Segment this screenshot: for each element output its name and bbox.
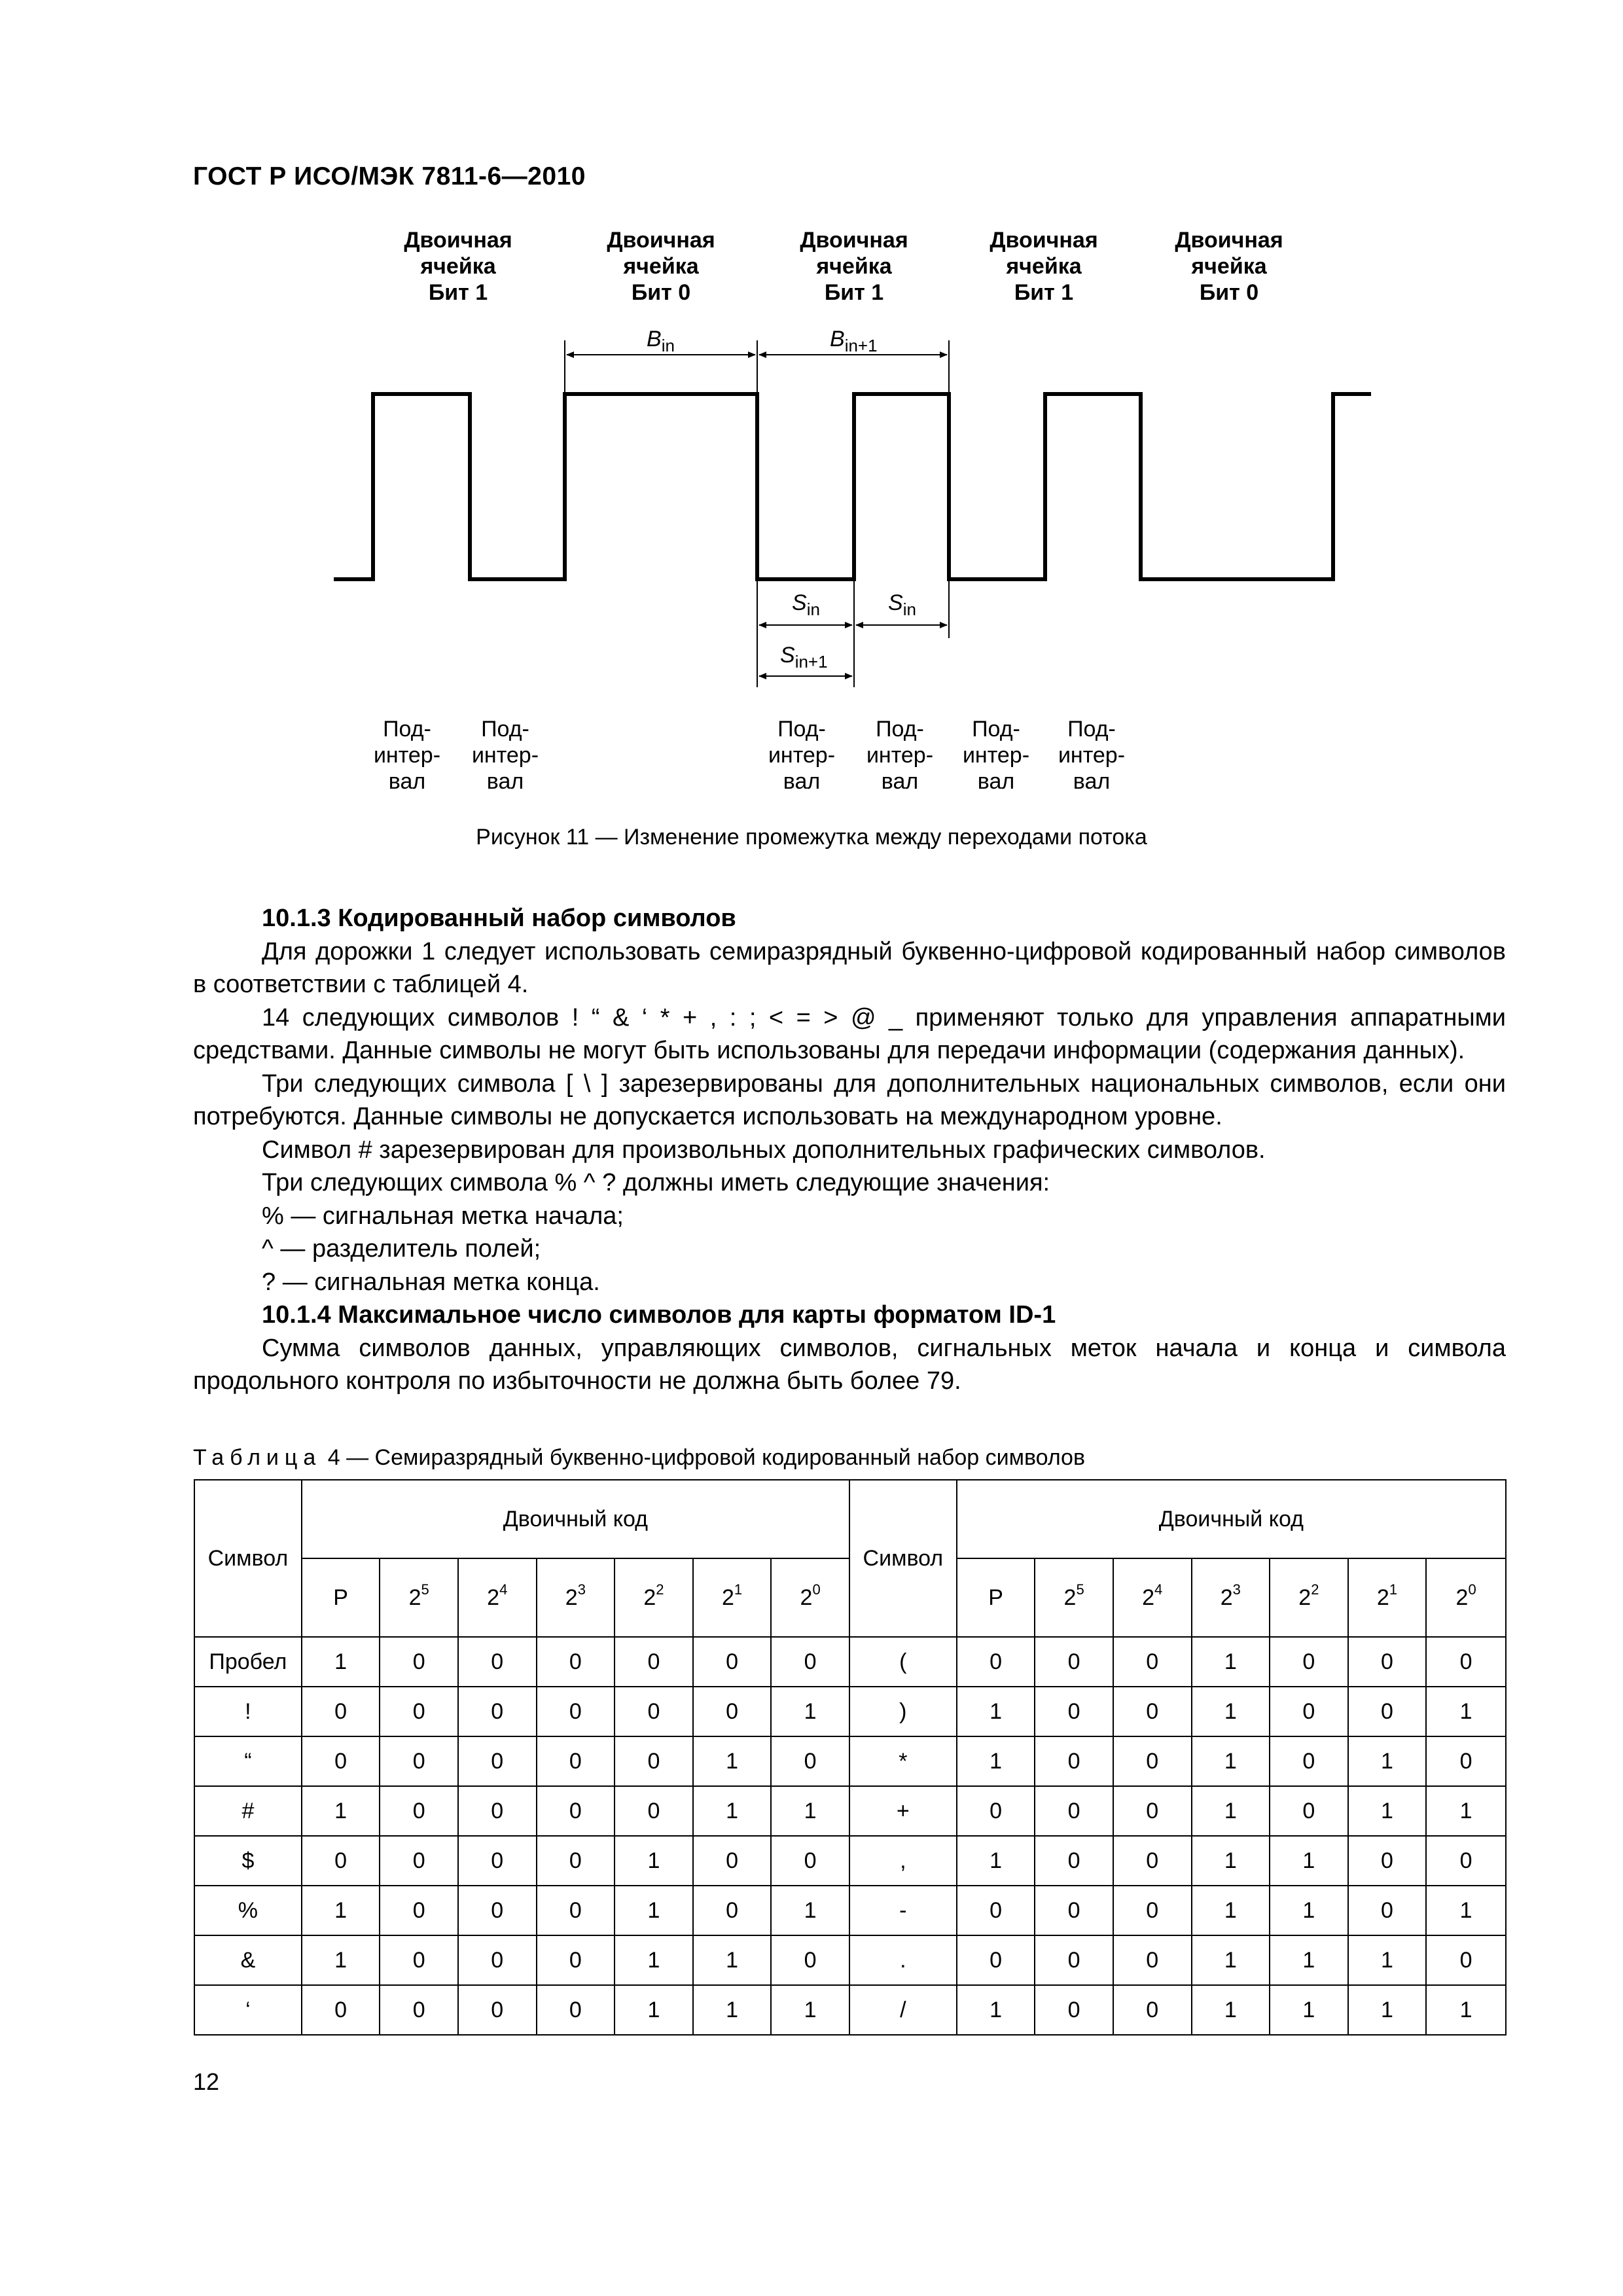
bit-cell: 0: [1426, 1637, 1506, 1687]
bit-cell: 1: [693, 1736, 772, 1786]
bit-cell: 1: [1192, 1786, 1270, 1836]
bit-cell: 0: [458, 1886, 537, 1935]
bit-cell: 1: [1348, 1985, 1427, 2035]
bit-header: $2^1$: [693, 1558, 772, 1637]
figure-caption: Рисунок 11 — Изменение промежутка между переходами потока: [476, 825, 1147, 850]
symbol-cell: .: [849, 1935, 957, 1985]
paragraph: % — сигнальная метка начала;: [262, 1202, 624, 1230]
paragraph: Символ # зарезервирован для произвольных дополнительных графических символов.: [262, 1136, 1266, 1164]
cell-label-5: Двоичная ячейка Бит 0: [1175, 228, 1283, 305]
bit-cell: 0: [1035, 1786, 1113, 1836]
body-text: [193, 902, 1506, 1398]
bit-cell: 1: [302, 1886, 380, 1935]
symbol-cell: $: [194, 1836, 302, 1886]
bit-cell: 0: [1113, 1836, 1192, 1886]
symbol-cell: ‘: [194, 1985, 302, 2035]
section-heading-10-1-4: 10.1.4 Максимальное число символов для карты форматом ID-1: [262, 1301, 1056, 1329]
subinterval-label-6: Под-интер-вал: [1058, 717, 1126, 794]
bit-cell: 0: [693, 1836, 772, 1886]
s-in-label-1: $S_{in}$: [792, 590, 820, 619]
subinterval-label-1: Под-интер-вал: [373, 717, 441, 794]
bit-cell: 0: [1348, 1687, 1427, 1736]
bit-cell: 1: [957, 1836, 1035, 1886]
bit-cell: 0: [537, 1935, 615, 1985]
bit-cell: 0: [615, 1637, 693, 1687]
bit-cell: 0: [1113, 1886, 1192, 1935]
bit-cell: 1: [302, 1637, 380, 1687]
bit-cell: 0: [380, 1886, 458, 1935]
bit-cell: 0: [1035, 1687, 1113, 1736]
symbol-cell: ,: [849, 1836, 957, 1886]
bit-header: $2^0$: [771, 1558, 849, 1637]
bit-cell: 0: [1113, 1687, 1192, 1736]
flux-transition-figure: [0, 0, 1623, 877]
bit-cell: 0: [1348, 1886, 1427, 1935]
bit-cell: 0: [380, 1836, 458, 1886]
bit-cell: 0: [771, 1637, 849, 1687]
bit-cell: 0: [380, 1637, 458, 1687]
bit-cell: 0: [302, 1985, 380, 2035]
cell-label-2: Двоичная ячейка Бит 0: [607, 228, 715, 305]
paragraph: Сумма символов данных, управляющих символов, сигнальных меток начала и конца и символа продольного контроля по избыточности не должна быть более 79.: [193, 1334, 1506, 1395]
bit-cell: 0: [1426, 1935, 1506, 1985]
table-row: [194, 1637, 1506, 1687]
bit-cell: 0: [615, 1687, 693, 1736]
bit-header-p: P: [302, 1558, 380, 1637]
bit-cell: 0: [693, 1637, 772, 1687]
bit-cell: 1: [957, 1687, 1035, 1736]
bit-cell: 0: [380, 1687, 458, 1736]
bit-cell: 0: [693, 1687, 772, 1736]
bit-cell: 0: [458, 1736, 537, 1786]
bit-cell: 0: [771, 1736, 849, 1786]
paragraph: Для дорожки 1 следует использовать семиразрядный буквенно-цифровой кодированный набор символов в соответствии с таблицей 4.: [193, 937, 1506, 998]
paragraph: ^ — разделитель полей;: [262, 1235, 541, 1263]
bit-cell: 0: [1348, 1637, 1427, 1687]
bit-cell: 0: [1113, 1736, 1192, 1786]
bit-cell: 0: [1270, 1786, 1348, 1836]
bit-cell: 0: [1113, 1786, 1192, 1836]
symbol-cell: !: [194, 1687, 302, 1736]
bit-cell: 1: [1426, 1687, 1506, 1736]
bit-cell: 0: [458, 1935, 537, 1985]
bit-cell: 1: [771, 1786, 849, 1836]
bit-cell: 1: [615, 1836, 693, 1886]
symbol-cell: *: [849, 1736, 957, 1786]
table-row: [194, 1985, 1506, 2035]
bit-cell: 0: [537, 1637, 615, 1687]
bit-cell: 0: [1035, 1985, 1113, 2035]
bit-cell: 1: [1348, 1736, 1427, 1786]
paragraph: Три следующих символа % ^ ? должны иметь следующие значения:: [262, 1169, 1050, 1196]
bit-cell: 1: [693, 1985, 772, 2035]
bit-header: $2^5$: [380, 1558, 458, 1637]
bit-cell: 1: [693, 1786, 772, 1836]
s-in-label-2: $S_{in}$: [888, 590, 916, 619]
table-row: [194, 1687, 1506, 1736]
bit-cell: 0: [1035, 1836, 1113, 1886]
bit-cell: 0: [1113, 1935, 1192, 1985]
bit-header: $2^2$: [1270, 1558, 1348, 1637]
flux-waveform: [334, 394, 1371, 579]
bit-cell: 0: [1035, 1736, 1113, 1786]
bit-cell: 1: [1270, 1886, 1348, 1935]
bit-cell: 0: [1270, 1736, 1348, 1786]
bit-cell: 0: [1035, 1935, 1113, 1985]
bit-cell: 1: [615, 1985, 693, 2035]
bit-cell: 1: [1270, 1985, 1348, 2035]
table-row: [194, 1836, 1506, 1886]
bit-cell: 0: [1348, 1836, 1427, 1886]
bit-cell: 0: [771, 1836, 849, 1886]
bit-cell: 0: [1035, 1637, 1113, 1687]
cell-label-1: Двоичная ячейка Бит 1: [404, 228, 512, 305]
symbol-cell: ): [849, 1687, 957, 1736]
header-binary-right: Двоичный код: [957, 1480, 1506, 1558]
bit-cell: 1: [615, 1886, 693, 1935]
bit-cell: 0: [458, 1687, 537, 1736]
bit-cell: 1: [302, 1935, 380, 1985]
bit-header: $2^2$: [615, 1558, 693, 1637]
header-symbol-left: Символ: [194, 1480, 302, 1637]
bit-cell: 0: [537, 1985, 615, 2035]
document-header: ГОСТ Р ИСО/МЭК 7811-6—2010: [193, 162, 586, 190]
paragraph: Три следующих символа [ \ ] зарезервированы для дополнительных национальных символов, если они потребуются. Данные символы не допускается использовать на международном уровне.: [193, 1069, 1506, 1130]
subinterval-label-5: Под-интер-вал: [962, 717, 1030, 794]
bit-cell: 0: [380, 1935, 458, 1985]
bit-cell: 0: [693, 1886, 772, 1935]
bit-header: $2^4$: [458, 1558, 537, 1637]
bit-cell: 0: [380, 1985, 458, 2035]
bit-cell: 1: [957, 1985, 1035, 2035]
bit-cell: 1: [615, 1935, 693, 1985]
bit-cell: 1: [1348, 1935, 1427, 1985]
table-title-prefix: Таблица: [193, 1445, 322, 1470]
bit-cell: 0: [615, 1786, 693, 1836]
bit-cell: 1: [1426, 1985, 1506, 2035]
symbol-cell: %: [194, 1886, 302, 1935]
bit-cell: 1: [1192, 1687, 1270, 1736]
page-number: 12: [193, 2068, 220, 2095]
header-symbol-right: Символ: [849, 1480, 957, 1637]
bit-cell: 1: [693, 1935, 772, 1985]
bit-cell: 0: [537, 1786, 615, 1836]
bit-cell: 0: [380, 1786, 458, 1836]
bit-cell: 0: [537, 1886, 615, 1935]
bit-cell: 0: [302, 1736, 380, 1786]
bit-cell: 1: [1192, 1836, 1270, 1886]
symbol-cell: -: [849, 1886, 957, 1935]
bit-header: $2^5$: [1035, 1558, 1113, 1637]
bit-cell: 1: [1426, 1886, 1506, 1935]
section-heading-10-1-3: 10.1.3 Кодированный набор символов: [262, 905, 736, 932]
bit-header: $2^3$: [1192, 1558, 1270, 1637]
bit-cell: 0: [537, 1836, 615, 1886]
bit-header: $2^4$: [1113, 1558, 1192, 1637]
bit-cell: 0: [458, 1836, 537, 1886]
subinterval-label-2: Под-интер-вал: [471, 717, 539, 794]
cell-label-4: Двоичная ячейка Бит 1: [990, 228, 1098, 305]
symbol-cell: Пробел: [194, 1637, 302, 1687]
bit-cell: 0: [458, 1637, 537, 1687]
cell-label-3: Двоичная ячейка Бит 1: [800, 228, 908, 305]
bit-cell: 1: [1426, 1786, 1506, 1836]
b-in-label: $B_{in}$: [647, 327, 675, 355]
bit-cell: 0: [1113, 1637, 1192, 1687]
symbol-cell: (: [849, 1637, 957, 1687]
table-row: [194, 1935, 1506, 1985]
bit-cell: 1: [771, 1687, 849, 1736]
subinterval-label-3: Под-интер-вал: [768, 717, 836, 794]
bit-cell: 0: [302, 1836, 380, 1886]
bit-cell: 0: [1270, 1637, 1348, 1687]
bit-cell: 1: [1192, 1736, 1270, 1786]
symbol-cell: /: [849, 1985, 957, 2035]
bit-header: $2^0$: [1426, 1558, 1506, 1637]
bit-cell: 0: [458, 1985, 537, 2035]
symbol-cell: #: [194, 1786, 302, 1836]
bit-cell: 0: [1270, 1687, 1348, 1736]
bit-cell: 0: [771, 1935, 849, 1985]
bit-cell: 1: [1192, 1935, 1270, 1985]
subinterval-label-4: Под-интер-вал: [866, 717, 934, 794]
bit-cell: 0: [957, 1886, 1035, 1935]
table-body: [194, 1637, 1506, 2035]
table-row: [194, 1736, 1506, 1786]
bit-cell: 1: [1192, 1637, 1270, 1687]
bit-cell: 0: [1426, 1836, 1506, 1886]
bit-cell: 0: [957, 1637, 1035, 1687]
header-binary-left: Двоичный код: [302, 1480, 849, 1558]
table-title: [193, 1445, 1085, 1471]
bit-cell: 0: [537, 1687, 615, 1736]
symbol-cell: “: [194, 1736, 302, 1786]
bit-cell: 1: [1192, 1886, 1270, 1935]
bit-cell: 0: [458, 1786, 537, 1836]
paragraph: 14 следующих символов ! “ & ‘ * + , : ; < = > @ _ применяют только для управления аппаратными средствами. Данные символы не могут быть использованы для передачи информации (содержания данных).: [193, 1003, 1506, 1064]
s-in1-label: $S_{in+1}$: [780, 643, 828, 672]
bit-header-p: P: [957, 1558, 1035, 1637]
bit-cell: 0: [957, 1786, 1035, 1836]
paragraph: ? — сигнальная метка конца.: [262, 1268, 600, 1296]
bit-cell: 1: [1348, 1786, 1427, 1836]
bit-cell: 0: [380, 1736, 458, 1786]
symbol-cell: &: [194, 1935, 302, 1985]
symbol-cell: +: [849, 1786, 957, 1836]
bit-cell: 1: [1270, 1935, 1348, 1985]
bit-cell: 1: [771, 1985, 849, 2035]
table-row: [194, 1786, 1506, 1836]
bit-cell: 0: [957, 1935, 1035, 1985]
bit-cell: 0: [537, 1736, 615, 1786]
bit-cell: 1: [1192, 1985, 1270, 2035]
bit-cell: 0: [302, 1687, 380, 1736]
bit-cell: 1: [957, 1736, 1035, 1786]
bit-cell: 0: [1035, 1886, 1113, 1935]
bit-cell: 1: [302, 1786, 380, 1836]
bit-header: $2^3$: [537, 1558, 615, 1637]
table-title-text: 4 — Семиразрядный буквенно-цифровой кодированный набор символов: [321, 1445, 1086, 1470]
bit-cell: 1: [771, 1886, 849, 1935]
bit-cell: 0: [1426, 1736, 1506, 1786]
bit-cell: 0: [1113, 1985, 1192, 2035]
table-row: [194, 1886, 1506, 1935]
bit-cell: 1: [1270, 1836, 1348, 1886]
bit-cell: 0: [615, 1736, 693, 1786]
bit-header: $2^1$: [1348, 1558, 1427, 1637]
b-in1-label: $B_{in+1}$: [830, 327, 878, 355]
character-code-table: [194, 1479, 1507, 2036]
